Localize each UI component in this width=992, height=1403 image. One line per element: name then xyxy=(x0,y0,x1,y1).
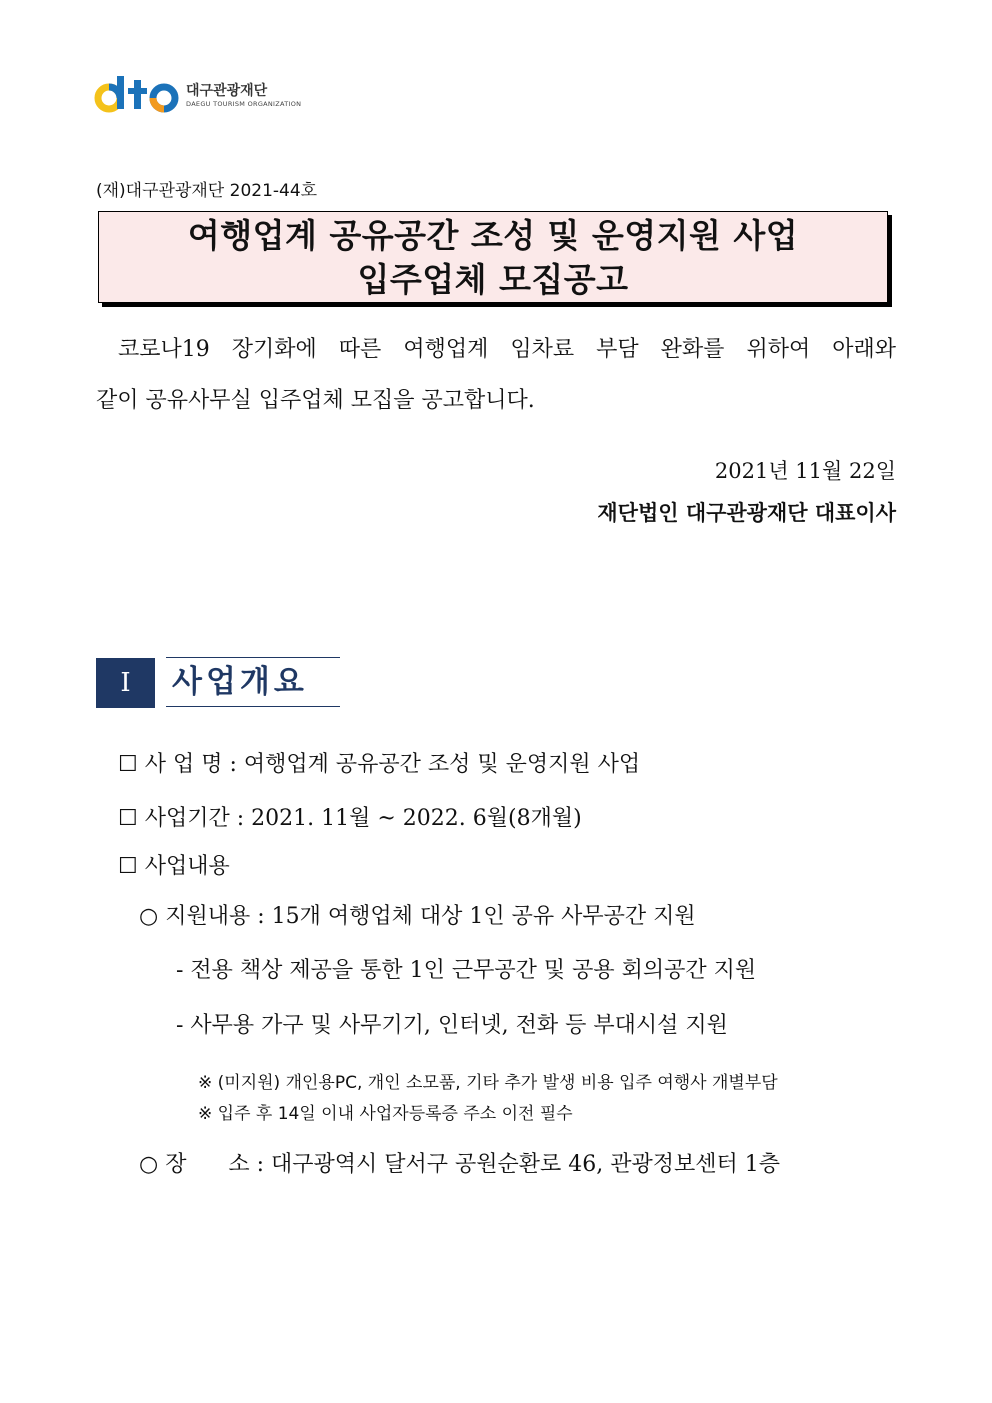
support-content: ○ 지원내용 : 15개 여행업체 대상 1인 공유 사무공간 지원 xyxy=(139,904,696,929)
issuer: 재단법인 대구관광재단 대표이사 xyxy=(597,500,896,525)
intro-line-1: 코로나19 장기화에 따른 여행업계 임차료 부담 완화를 위하여 아래와 xyxy=(118,337,896,362)
item-project-content: ☐ 사업내용 xyxy=(118,854,230,879)
support-detail-2: - 사무용 가구 및 사무기기, 인터넷, 전화 등 부대시설 지원 xyxy=(176,1013,728,1038)
location: ○ 장 소 : 대구광역시 달서구 공원순환로 46, 관광정보센터 1층 xyxy=(139,1152,781,1177)
note-2: ※ 입주 후 14일 이내 사업자등록증 주소 이전 필수 xyxy=(198,1104,573,1124)
section-number: Ⅰ xyxy=(96,658,155,708)
title-line-1: 여행업계 공유공간 조성 및 운영지원 사업 xyxy=(187,216,799,255)
dto-logo-icon xyxy=(94,74,182,114)
organization-logo xyxy=(94,74,302,114)
announcement-date: 2021년 11월 22일 xyxy=(714,459,896,483)
section-title: 사업개요 xyxy=(166,657,340,707)
title-line-2: 입주업체 모집공고 xyxy=(357,260,629,299)
title-box xyxy=(98,211,888,303)
item-project-period: ☐ 사업기간 : 2021. 11월 ~ 2022. 6월(8개월) xyxy=(118,806,582,831)
logo-english-name: DAEGU TOURISM ORGANIZATION xyxy=(186,100,302,108)
logo-korean-name: 대구관광재단 xyxy=(186,83,268,99)
support-detail-1: - 전용 책상 제공을 통한 1인 근무공간 및 공용 회의공간 지원 xyxy=(176,958,757,983)
item-project-name: ☐ 사 업 명 : 여행업계 공유공간 조성 및 운영지원 사업 xyxy=(118,752,641,777)
intro-line-2: 같이 공유사무실 입주업체 모집을 공고합니다. xyxy=(96,388,535,413)
document-number: (재)대구관광재단 2021-44호 xyxy=(96,181,318,201)
note-1: ※ (미지원) 개인용PC, 개인 소모품, 기타 추가 발생 비용 입주 여행사 개별부담 xyxy=(198,1073,778,1093)
